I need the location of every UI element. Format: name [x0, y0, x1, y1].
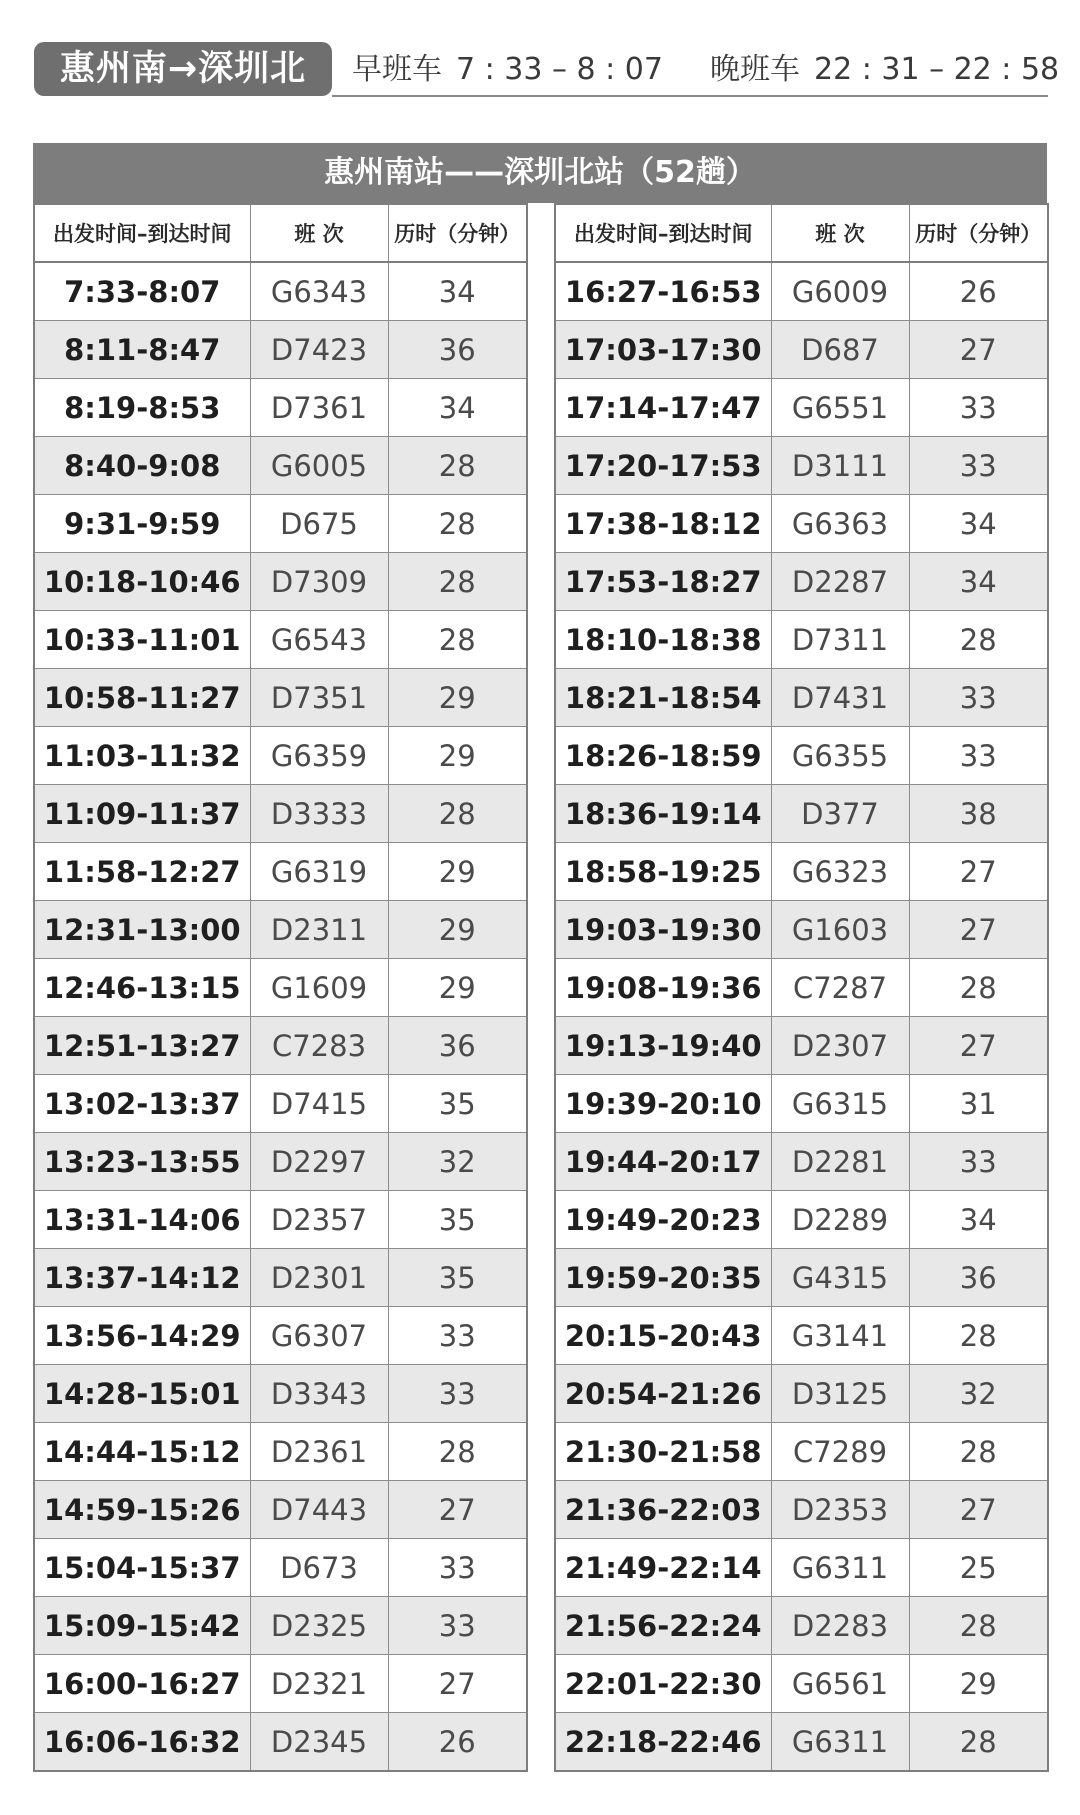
column-header-duration: 历时（分钟）	[388, 204, 527, 262]
table-row	[555, 1597, 1048, 1655]
train-number-cell: D7415	[250, 1075, 388, 1133]
train-number-cell: D2307	[771, 1017, 909, 1075]
early-train-info	[352, 48, 663, 92]
departure-arrival-cell: 19:49-20:23	[555, 1191, 771, 1249]
train-number-cell: C7289	[771, 1423, 909, 1481]
table-row	[555, 1423, 1048, 1481]
table-row	[34, 1133, 527, 1191]
train-number-cell: G6363	[771, 495, 909, 553]
departure-arrival-cell: 16:00-16:27	[34, 1655, 250, 1713]
departure-arrival-cell: 18:26-18:59	[555, 727, 771, 785]
duration-cell: 28	[388, 611, 527, 669]
table-row	[555, 901, 1048, 959]
duration-cell: 34	[388, 262, 527, 321]
table-row	[34, 1075, 527, 1133]
departure-arrival-cell: 19:39-20:10	[555, 1075, 771, 1133]
table-row	[34, 553, 527, 611]
duration-cell: 34	[388, 379, 527, 437]
header-row	[34, 204, 527, 262]
duration-cell: 28	[909, 611, 1048, 669]
departure-arrival-cell: 11:58-12:27	[34, 843, 250, 901]
duration-cell: 33	[388, 1539, 527, 1597]
train-number-cell: D2283	[771, 1597, 909, 1655]
duration-cell: 34	[909, 495, 1048, 553]
duration-cell: 33	[909, 379, 1048, 437]
duration-cell: 34	[909, 553, 1048, 611]
train-number-cell: D7309	[250, 553, 388, 611]
column-header-time: 出发时间–到达时间	[555, 204, 771, 262]
departure-arrival-cell: 12:51-13:27	[34, 1017, 250, 1075]
departure-arrival-cell: 19:03-19:30	[555, 901, 771, 959]
train-number-cell: G6311	[771, 1539, 909, 1597]
train-number-cell: D673	[250, 1539, 388, 1597]
duration-cell: 33	[388, 1365, 527, 1423]
table-row	[555, 495, 1048, 553]
departure-arrival-cell: 19:44-20:17	[555, 1133, 771, 1191]
table-row	[34, 901, 527, 959]
duration-cell: 28	[909, 1307, 1048, 1365]
table-row	[555, 1365, 1048, 1423]
column-header-train: 班 次	[250, 204, 388, 262]
train-number-cell: G6009	[771, 262, 909, 321]
departure-arrival-cell: 21:30-21:58	[555, 1423, 771, 1481]
table-row	[34, 1481, 527, 1539]
departure-arrival-cell: 15:04-15:37	[34, 1539, 250, 1597]
table-row	[34, 959, 527, 1017]
duration-cell: 27	[909, 321, 1048, 379]
train-number-cell: D7351	[250, 669, 388, 727]
table-row	[34, 1307, 527, 1365]
table-row	[555, 785, 1048, 843]
duration-cell: 31	[909, 1075, 1048, 1133]
departure-arrival-cell: 21:56-22:24	[555, 1597, 771, 1655]
table-row	[555, 1481, 1048, 1539]
column-header-duration: 历时（分钟）	[909, 204, 1048, 262]
duration-cell: 32	[388, 1133, 527, 1191]
table-row	[34, 611, 527, 669]
train-number-cell: G6005	[250, 437, 388, 495]
departure-arrival-cell: 10:33-11:01	[34, 611, 250, 669]
train-number-cell: G6307	[250, 1307, 388, 1365]
train-number-cell: G6323	[771, 843, 909, 901]
table-row	[555, 1249, 1048, 1307]
train-number-cell: G3141	[771, 1307, 909, 1365]
duration-cell: 32	[909, 1365, 1048, 1423]
table-row	[34, 1713, 527, 1772]
table-row	[555, 553, 1048, 611]
table-row	[555, 843, 1048, 901]
train-number-cell: D3111	[771, 437, 909, 495]
departure-arrival-cell: 13:31-14:06	[34, 1191, 250, 1249]
duration-cell: 36	[388, 1017, 527, 1075]
departure-arrival-cell: 18:10-18:38	[555, 611, 771, 669]
train-number-cell: D2301	[250, 1249, 388, 1307]
train-number-cell: D2325	[250, 1597, 388, 1655]
departure-arrival-cell: 19:59-20:35	[555, 1249, 771, 1307]
departure-arrival-cell: 9:31-9:59	[34, 495, 250, 553]
train-number-cell: D2297	[250, 1133, 388, 1191]
departure-arrival-cell: 21:36-22:03	[555, 1481, 771, 1539]
train-number-cell: C7287	[771, 959, 909, 1017]
duration-cell: 29	[388, 959, 527, 1017]
train-number-cell: G6311	[771, 1713, 909, 1772]
table-row	[34, 1539, 527, 1597]
train-number-cell: G6343	[250, 262, 388, 321]
table-row	[34, 321, 527, 379]
train-number-cell: D2287	[771, 553, 909, 611]
train-number-cell: G1603	[771, 901, 909, 959]
departure-arrival-cell: 19:08-19:36	[555, 959, 771, 1017]
duration-cell: 36	[909, 1249, 1048, 1307]
departure-arrival-cell: 12:46-13:15	[34, 959, 250, 1017]
train-number-cell: G6355	[771, 727, 909, 785]
train-number-cell: G6359	[250, 727, 388, 785]
train-number-cell: D2289	[771, 1191, 909, 1249]
timetable-right	[554, 203, 1049, 1772]
timetable	[33, 143, 1047, 1775]
train-number-cell: D7443	[250, 1481, 388, 1539]
table-row	[555, 727, 1048, 785]
train-number-cell: D377	[771, 785, 909, 843]
column-header-train: 班 次	[771, 204, 909, 262]
early-train-time: 7 : 33 – 8 : 07	[456, 52, 663, 87]
train-number-cell: G6319	[250, 843, 388, 901]
table-row	[555, 959, 1048, 1017]
train-number-cell: D3333	[250, 785, 388, 843]
timetable-left	[33, 203, 528, 1772]
duration-cell: 26	[388, 1713, 527, 1772]
header-divider	[332, 95, 1048, 97]
duration-cell: 29	[909, 1655, 1048, 1713]
train-number-cell: D3343	[250, 1365, 388, 1423]
departure-arrival-cell: 17:03-17:30	[555, 321, 771, 379]
table-row	[34, 1597, 527, 1655]
departure-arrival-cell: 13:37-14:12	[34, 1249, 250, 1307]
train-number-cell: D7311	[771, 611, 909, 669]
departure-arrival-cell: 12:31-13:00	[34, 901, 250, 959]
departure-arrival-cell: 20:54-21:26	[555, 1365, 771, 1423]
departure-arrival-cell: 16:06-16:32	[34, 1713, 250, 1772]
duration-cell: 28	[909, 1713, 1048, 1772]
departure-arrival-cell: 11:09-11:37	[34, 785, 250, 843]
duration-cell: 25	[909, 1539, 1048, 1597]
route-badge: 惠州南→深圳北	[34, 42, 332, 96]
train-number-cell: G6551	[771, 379, 909, 437]
train-number-cell: G6561	[771, 1655, 909, 1713]
table-row	[34, 785, 527, 843]
duration-cell: 28	[909, 1423, 1048, 1481]
train-number-cell: G6315	[771, 1075, 909, 1133]
train-number-cell: D2361	[250, 1423, 388, 1481]
departure-arrival-cell: 14:44-15:12	[34, 1423, 250, 1481]
table-row	[555, 1133, 1048, 1191]
table-row	[555, 1191, 1048, 1249]
table-row	[555, 1655, 1048, 1713]
departure-arrival-cell: 17:20-17:53	[555, 437, 771, 495]
departure-arrival-cell: 21:49-22:14	[555, 1539, 771, 1597]
train-number-cell: D2281	[771, 1133, 909, 1191]
page-header	[34, 42, 1060, 96]
duration-cell: 33	[388, 1597, 527, 1655]
duration-cell: 26	[909, 262, 1048, 321]
departure-arrival-cell: 10:58-11:27	[34, 669, 250, 727]
header-row	[555, 204, 1048, 262]
table-row	[555, 321, 1048, 379]
train-number-cell: D3125	[771, 1365, 909, 1423]
table-row	[34, 437, 527, 495]
duration-cell: 33	[909, 1133, 1048, 1191]
table-row	[555, 611, 1048, 669]
train-number-cell: D2357	[250, 1191, 388, 1249]
duration-cell: 35	[388, 1249, 527, 1307]
departure-arrival-cell: 22:18-22:46	[555, 1713, 771, 1772]
duration-cell: 34	[909, 1191, 1048, 1249]
late-train-info	[710, 48, 1059, 92]
departure-arrival-cell: 20:15-20:43	[555, 1307, 771, 1365]
departure-arrival-cell: 8:11-8:47	[34, 321, 250, 379]
table-row	[34, 1017, 527, 1075]
departure-arrival-cell: 7:33-8:07	[34, 262, 250, 321]
duration-cell: 28	[909, 959, 1048, 1017]
column-header-time: 出发时间–到达时间	[34, 204, 250, 262]
table-row	[34, 379, 527, 437]
table-row	[555, 1307, 1048, 1365]
duration-cell: 27	[388, 1481, 527, 1539]
timetable-right-body	[555, 262, 1048, 1771]
departure-arrival-cell: 16:27-16:53	[555, 262, 771, 321]
early-train-label: 早班车	[352, 52, 442, 87]
duration-cell: 33	[388, 1307, 527, 1365]
departure-arrival-cell: 13:56-14:29	[34, 1307, 250, 1365]
table-row	[555, 379, 1048, 437]
table-row	[34, 1655, 527, 1713]
table-row	[555, 262, 1048, 321]
duration-cell: 38	[909, 785, 1048, 843]
departure-arrival-cell: 17:38-18:12	[555, 495, 771, 553]
duration-cell: 29	[388, 901, 527, 959]
duration-cell: 28	[388, 1423, 527, 1481]
table-row	[34, 843, 527, 901]
train-number-cell: D7361	[250, 379, 388, 437]
duration-cell: 28	[388, 785, 527, 843]
duration-cell: 35	[388, 1075, 527, 1133]
train-number-cell: D2345	[250, 1713, 388, 1772]
departure-arrival-cell: 13:02-13:37	[34, 1075, 250, 1133]
duration-cell: 35	[388, 1191, 527, 1249]
table-row	[34, 727, 527, 785]
departure-arrival-cell: 15:09-15:42	[34, 1597, 250, 1655]
table-row	[34, 262, 527, 321]
duration-cell: 27	[909, 843, 1048, 901]
train-number-cell: D687	[771, 321, 909, 379]
duration-cell: 28	[388, 495, 527, 553]
table-row	[555, 1713, 1048, 1772]
duration-cell: 29	[388, 843, 527, 901]
train-number-cell: D2321	[250, 1655, 388, 1713]
duration-cell: 28	[388, 437, 527, 495]
table-row	[34, 1249, 527, 1307]
table-row	[34, 1423, 527, 1481]
table-row	[34, 1365, 527, 1423]
departure-arrival-cell: 18:21-18:54	[555, 669, 771, 727]
duration-cell: 29	[388, 669, 527, 727]
train-number-cell: D7423	[250, 321, 388, 379]
train-number-cell: G4315	[771, 1249, 909, 1307]
departure-arrival-cell: 18:58-19:25	[555, 843, 771, 901]
table-row	[555, 669, 1048, 727]
duration-cell: 28	[909, 1597, 1048, 1655]
departure-arrival-cell: 17:53-18:27	[555, 553, 771, 611]
table-title: 惠州南站——深圳北站（52趟）	[33, 143, 1047, 203]
departure-arrival-cell: 14:28-15:01	[34, 1365, 250, 1423]
departure-arrival-cell: 13:23-13:55	[34, 1133, 250, 1191]
table-row	[555, 1075, 1048, 1133]
duration-cell: 29	[388, 727, 527, 785]
departure-arrival-cell: 10:18-10:46	[34, 553, 250, 611]
departure-arrival-cell: 14:59-15:26	[34, 1481, 250, 1539]
table-row	[34, 1191, 527, 1249]
duration-cell: 33	[909, 727, 1048, 785]
train-number-cell: D2311	[250, 901, 388, 959]
departure-arrival-cell: 22:01-22:30	[555, 1655, 771, 1713]
table-row	[555, 1539, 1048, 1597]
table-row	[34, 669, 527, 727]
table-row	[555, 437, 1048, 495]
table-row	[34, 495, 527, 553]
timetable-left-body	[34, 262, 527, 1771]
duration-cell: 27	[909, 901, 1048, 959]
table-row	[555, 1017, 1048, 1075]
departure-arrival-cell: 18:36-19:14	[555, 785, 771, 843]
duration-cell: 27	[909, 1481, 1048, 1539]
train-number-cell: C7283	[250, 1017, 388, 1075]
duration-cell: 28	[388, 553, 527, 611]
duration-cell: 33	[909, 437, 1048, 495]
late-train-time: 22 : 31 – 22 : 58	[814, 52, 1060, 87]
departure-arrival-cell: 8:19-8:53	[34, 379, 250, 437]
train-number-cell: D675	[250, 495, 388, 553]
train-number-cell: D7431	[771, 669, 909, 727]
departure-arrival-cell: 17:14-17:47	[555, 379, 771, 437]
departure-arrival-cell: 19:13-19:40	[555, 1017, 771, 1075]
duration-cell: 27	[909, 1017, 1048, 1075]
departure-arrival-cell: 8:40-9:08	[34, 437, 250, 495]
train-number-cell: D2353	[771, 1481, 909, 1539]
late-train-label: 晚班车	[710, 52, 800, 87]
train-number-cell: G6543	[250, 611, 388, 669]
train-number-cell: G1609	[250, 959, 388, 1017]
duration-cell: 33	[909, 669, 1048, 727]
departure-arrival-cell: 11:03-11:32	[34, 727, 250, 785]
duration-cell: 36	[388, 321, 527, 379]
duration-cell: 27	[388, 1655, 527, 1713]
